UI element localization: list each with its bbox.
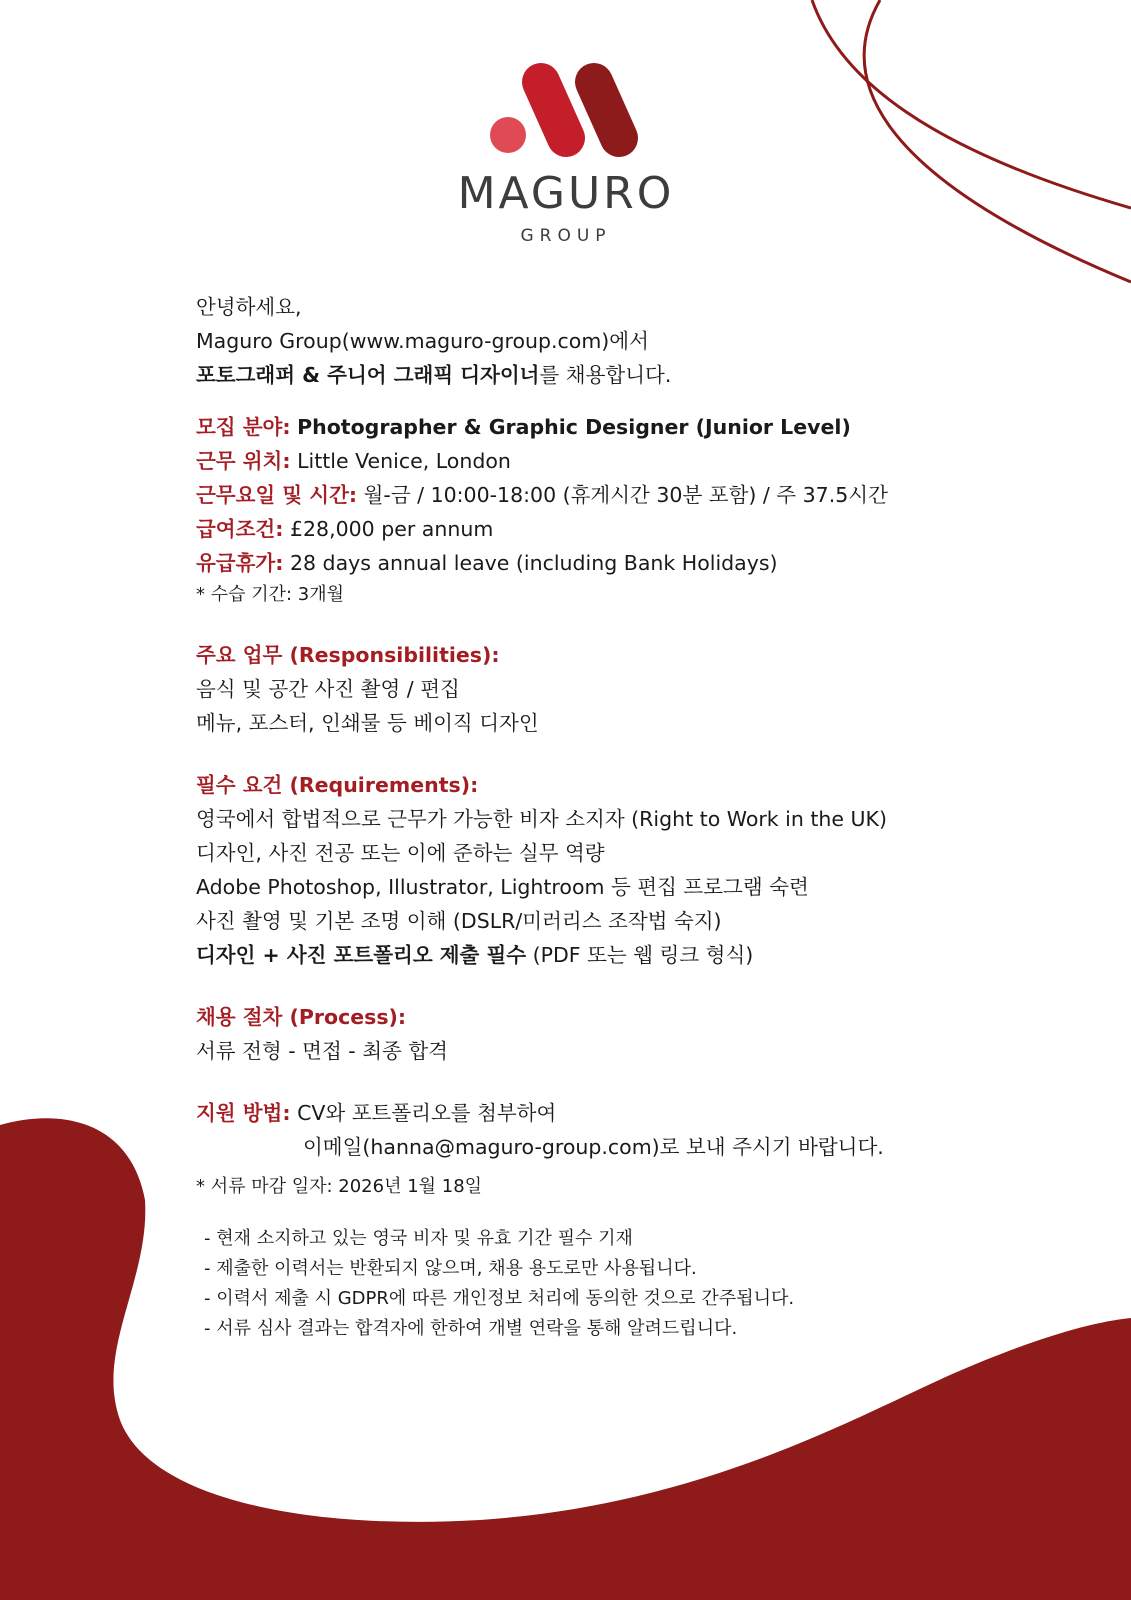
note-item: - 이력서 제출 시 GDPR에 따른 개인정보 처리에 동의한 것으로 간주됩니다. xyxy=(204,1288,795,1309)
list-item: 영국에서 합법적으로 근무가 가능한 비자 소지자 (Right to Work in the UK) xyxy=(196,807,887,831)
apply-label: 지원 방법: xyxy=(196,1101,291,1125)
deadline-note: * 서류 마감 일자: 2026년 1월 18일 xyxy=(196,1176,483,1197)
company-logo xyxy=(446,60,686,250)
job-posting xyxy=(196,290,1076,1344)
detail-field xyxy=(196,410,1076,444)
detail-leave xyxy=(196,546,1076,580)
detail-value: Photographer & Graphic Designer (Junior Level) xyxy=(297,415,851,439)
probation-note: * 수습 기간: 3개월 xyxy=(196,584,345,605)
list-item xyxy=(196,938,1076,972)
logo-stroke-2 xyxy=(594,82,619,138)
list-item: 메뉴, 포스터, 인쇄물 등 베이직 디자인 xyxy=(196,711,539,735)
responsibilities-heading: 주요 업무 (Responsibilities): xyxy=(196,643,500,667)
process-steps: 서류 전형 - 면접 - 최종 합격 xyxy=(196,1039,448,1063)
position-title: 포토그래퍼 & 주니어 그래픽 디자이너 xyxy=(196,363,540,387)
detail-hours xyxy=(196,478,1076,512)
top-right-curve-2 xyxy=(864,0,1131,282)
detail-value: £28,000 per annum xyxy=(289,517,494,541)
note-item: - 제출한 이력서는 반환되지 않으며, 채용 용도로만 사용됩니다. xyxy=(204,1258,697,1279)
logo-mark xyxy=(446,60,686,160)
note-item: - 서류 심사 결과는 합격자에 한하여 개별 연락을 통해 알려드립니다. xyxy=(204,1318,738,1339)
list-item: Adobe Photoshop, Illustrator, Lightroom 등 편집 프로그램 숙련 xyxy=(196,875,809,899)
notes-list xyxy=(204,1224,1076,1344)
company-line: Maguro Group(www.maguro-group.com)에서 xyxy=(196,329,649,353)
logo-subtitle: GROUP xyxy=(520,226,612,246)
detail-label: 유급휴가: xyxy=(196,551,284,575)
detail-value: 28 days annual leave (including Bank Holidays) xyxy=(289,551,778,575)
list-item: 음식 및 공간 사진 촬영 / 편집 xyxy=(196,677,460,701)
apply-line-2: 이메일(hanna@maguro-group.com)로 보내 주시기 바랍니다. xyxy=(303,1135,884,1159)
portfolio-format: (PDF 또는 웹 링크 형식) xyxy=(526,943,754,967)
requirements-heading: 필수 요건 (Requirements): xyxy=(196,773,479,797)
logo-stroke-1 xyxy=(541,82,566,138)
detail-value: Little Venice, London xyxy=(297,449,511,473)
apply-line-1 xyxy=(196,1096,1076,1130)
position-rest: 를 채용합니다. xyxy=(539,363,672,387)
list-item: 사진 촬영 및 기본 조명 이해 (DSLR/미러리스 조작법 숙지) xyxy=(196,909,722,933)
detail-label: 근무요일 및 시간: xyxy=(196,483,358,507)
logo-wordmark: MAGURO xyxy=(457,168,675,219)
detail-location xyxy=(196,444,1076,478)
detail-label: 모집 분야: xyxy=(196,415,291,439)
top-right-curve-1 xyxy=(812,0,1131,208)
detail-label: 근무 위치: xyxy=(196,449,291,473)
detail-label: 급여조건: xyxy=(196,517,284,541)
detail-salary xyxy=(196,512,1076,546)
note-item: - 현재 소지하고 있는 영국 비자 및 유효 기간 필수 기재 xyxy=(204,1228,633,1249)
detail-value: 월-금 / 10:00-18:00 (휴게시간 30분 포함) / 주 37.5시간 xyxy=(363,483,888,507)
greeting: 안녕하세요, xyxy=(196,295,302,319)
position-line xyxy=(196,358,1076,392)
process-heading: 채용 절차 (Process): xyxy=(196,1005,407,1029)
logo-dot xyxy=(490,117,526,153)
list-item: 디자인, 사진 전공 또는 이에 준하는 실무 역량 xyxy=(196,841,605,865)
apply-text: CV와 포트폴리오를 첨부하여 xyxy=(297,1101,557,1125)
portfolio-required: 디자인 + 사진 포트폴리오 제출 필수 xyxy=(196,943,527,967)
